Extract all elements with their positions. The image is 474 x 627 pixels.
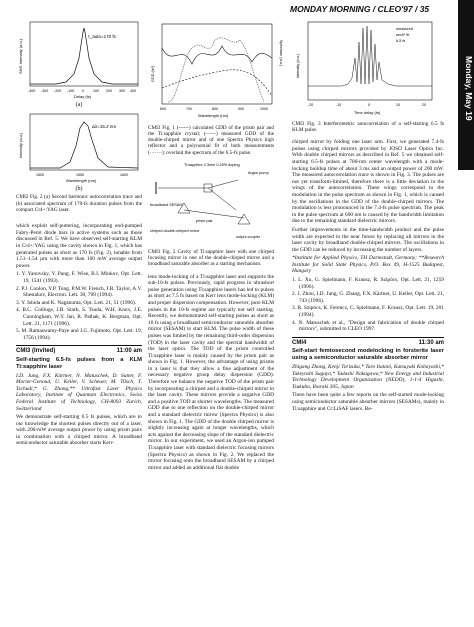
svg-text:200: 200: [106, 89, 112, 93]
figure-2a-autocorrelation: [16, 18, 142, 100]
figure-1-gdd-spectrum: [148, 18, 288, 122]
fig3-xlabel: Time delay (fs): [354, 110, 381, 115]
fig2b-xlabel: Wavelength (nm): [66, 178, 97, 184]
column-3: [292, 18, 444, 414]
fig1-ylabel-left: GDD (fs²): [151, 65, 155, 82]
col3-references: [292, 277, 444, 333]
side-tab: Monday, May 19: [458, 0, 474, 170]
col3-affiliation: *Institute for Applied Physics, TH Darmstadt, Germany; **Research Institute for Solid State Physics, P.O. Box 49, H-1525 Budapest, Hungary: [292, 255, 444, 275]
cmi3-body-start: We demonstrate self-starting 6.5 fs pulses, which are to our knowledge the shortest pulses directly out of a laser, with 200-mW average output power by using prism pairs in combination with a chirped mirror. A broadband semiconductor saturable absorber starts Kerr-: [16, 414, 142, 447]
fig2-caption: CMI2 Fig. 2 (a) Second harmonic autocorrelation trace and (b) associated spectrum of 170-fs duration pulses from the compact Cr4+:YAG laser.: [16, 194, 142, 213]
svg-text:0: 0: [82, 89, 84, 93]
svg-text:6.5 fs: 6.5 fs: [396, 39, 406, 43]
fig3-xticks: [308, 103, 426, 107]
reference: 4. B.C. Collings, J.B. Stark, S. Tsuda, W.H. Knox, J.E. Cunningham, W.Y. Jan, R. Pathak, K. Bergman, Opt. Lett. 21, 1171 (1996).: [16, 307, 142, 327]
svg-text:output coupler: output coupler: [236, 235, 261, 240]
svg-text:600: 600: [160, 107, 166, 111]
fig3-ylabel: Intensity (a.u.): [296, 53, 300, 78]
section-header-cmi3: CMI3 (Invited) 11:00 am: [16, 345, 142, 355]
fig2b-ylabel: Intensity (a.u.): [18, 132, 23, 159]
svg-text:measured: measured: [396, 27, 413, 31]
reference: 1. L. Xu, G. Spielmann, F. Krausz, R. Szipöcs, Opt. Lett. 21, 1259 (1996).: [292, 277, 444, 290]
column-2: [148, 18, 283, 473]
svg-text:-400: -400: [28, 89, 36, 93]
svg-text:-10: -10: [336, 103, 342, 107]
fig2b-panel-label: (b): [75, 185, 83, 192]
svg-text:-100: -100: [67, 89, 75, 93]
col3-body: chirped mirror by folding one laser arm. First, we generated 7.4-fs pulses using chirped mirrors provided by JOSO Laser Optics Inc. With double chirped mirrors as described in Ref. 5 we obtained self-starting 6.5-fs pulses at 780-nm center wavelength with a mode-locking buildup time of about 3 ms and an output power of 200 mW. The measured autocorrelation trace is shown in Fig. 3. The pulses are not yet transform-limited, therefore there is a little deviation in the wings of the autocorrelation. These wings correspond to the modulation in the pulse spectrum as shown in Fig. 1, which is caused by the oscillations in the GDD of the double-chirped mirrors. The modulation is less pronounced in the 7.4-fs pulse spectrum. The peak in the pulse spectrum at 690 nm is caused by the bandwidth limitation due to the remaining standard dielectric mirrors.: [292, 139, 444, 225]
svg-text:prism pair: prism pair: [196, 219, 213, 224]
svg-text:0: 0: [368, 103, 370, 107]
fig2a-xlabel: Delay (fs): [74, 94, 92, 99]
svg-text:chirped double-chirped mirror: chirped double-chirped mirror: [150, 229, 200, 234]
reference: 4. N. Matuschek et al., "Design and fabrication of double chirped mirrors", submitted to CLEO 1997.: [292, 319, 444, 333]
col3-body-2: Further improvements in the time-bandwidth product and the pulse width are expected in the near future by replacing all mirrors in the laser cavity by broadband double-chirped mirrors. The oscillations in the GDD can be reduced by increasing the number of layers.: [292, 226, 444, 253]
svg-text:1500: 1500: [36, 173, 44, 178]
fig1-ylabel-right: Spectrum (a.u.): [279, 40, 283, 67]
fig1-xlabel: Wavelength (nm): [198, 113, 229, 118]
svg-text:-20: -20: [308, 103, 314, 107]
reference: 1. Y. Yanovsky, Y. Pang, F. Wise, B.I. Minkov, Opt. Lett. 19, 1541 (1993).: [16, 271, 142, 285]
svg-text:Ti:sapphire 2.3mm 0.25% doping: Ti:sapphire 2.3mm 0.25% doping: [184, 163, 240, 168]
fig2a-xticks: [28, 89, 136, 93]
reference: 2. J. Zhou, I.D. Jung, G. Zhang, F.X. Kärtner, U. Keller, Opt. Lett. 21, 743 (1996).: [292, 291, 444, 304]
figure-3-autocorrelation: [292, 18, 444, 118]
col2-body: lens mode-locking of a Ti:sapphire laser and supports the sub-10-fs pulses. Previously, rapid progress in ultrashort pulse generation using Ti:sapphire lasers has led to pulses as short as 7.5 fs based on Kerr lens mode-locking (KLM) and proper dispersion compensation. However, pure KLM pulses in the 10-fs regime are typically not self starting. Recently, we demonstrated self-starting pulses as short as 10 fs using a broadband semiconductor saturable absorber mirror (SESAM) to start KLM. The pulse width of these pulses was limited by the remaining third-order dispersion (TOD) in the laser cavity and the spectral bandwidth of the laser optics. The TOD of the prism controlled Ti:sapphire laser is mainly caused by the prism pair as shown in Fig. 1. However, the advantage of using prisms in a laser is that they allow a fine adjustment of the necessary negative group delay dispersion (GDD). Therefore we balance the negative TOD of the prism pair by incorporating a chirped and a double-chirped mirror in the laser cavity. These mirrors provide a negative GDD and a positive TOD at shorter wavelengths. The measured GDD due to one reflection on the double-chirped mirror and a standard dielectric mirror (Spectra Physics) is also shown in Fig. 1. The GDD of the double chirped mirror is slightly increasing again at longer wavelengths, which acts against the decreasing slope of the standard dielectric mirror. In our experiment, we used an Argon-ion pumped Ti:sapphire laser with standard dielectric focusing mirrors (Spectra Physics) as shown in Fig. 2. We replaced the mirror focusing onto the broadband SESAM by a chirped mirror and added an additional flat double: [148, 273, 274, 471]
col1-body: which exploit self-puttering, incorporating end-pumped Fabry-Perot diode bars in active systems such as those discussed in Ref. 5. We have observed self-starting KLM in Cr4+:YAG using the cavity shown in Fig. 1, which has generated pulses as short as 170 fs (Fig. 2), tunable from 1.51–1.54 µm with more than 100 mW average output power.: [16, 223, 142, 269]
cmi4-authors: Zhigang Zhang, Kenji Torizuka,* Taro Itatani, Katsuyuki Kobayashi,* Takeyoshi Sugaya,* Tadashi Nakagawa,* New Energy and Industrial Technology Development Organization (NEDO), 1-1-4 Higashi, Tsukuba, Ibaraki 305, Japan: [292, 364, 444, 390]
fig1-caption: CMI3 Fig. 1 (------) calculated GDD of the prism pair and the Ti:sapphire crystal; (——) measured GDD of the double-chirped mirror and of one Spectra Physics high reflector and a polynomial fit of both measurements (·······); overlaid the spectrum of the 6.5-fs pulse.: [148, 124, 274, 156]
svg-text:10: 10: [396, 103, 400, 107]
svg-text:100: 100: [93, 89, 99, 93]
svg-text:-300: -300: [41, 89, 49, 93]
fig3-caption: CMI3 Fig. 3 Interferometric autocorrelation of a self-starting 6.5 fs KLM pulse.: [292, 120, 444, 133]
fig2a-panel-label: (a): [75, 101, 83, 108]
fig2b-xticks: [36, 173, 128, 177]
reference: 2. P.J. Conlon, Y.P. Tong, P.M.W. French, J.R. Taylor, A.V. Shestakov, Electron. Lett. 30, 709 (1994).: [16, 285, 142, 299]
svg-text:800: 800: [212, 107, 218, 111]
fig2-cavity-caption: CMI3 Fig. 2 Cavity of Ti:sapphire laser with one chirped focusing mirror in one of the double-chirped mirror and a broadband saturable absorber as a starting mechanism.: [148, 248, 274, 268]
col1-references: [16, 271, 142, 341]
svg-text:1600: 1600: [120, 173, 128, 178]
fig3-legend: [396, 27, 413, 43]
svg-text:300: 300: [119, 89, 125, 93]
reference: 5. M. Ramaswamy-Paye and J.G. Fujimoto, Opt. Lett. 19, 1756 (1994).: [16, 328, 142, 341]
reference: 3. Y. Ishida and K. Naganuma, Opt. Lett. 21, 51 (1996).: [16, 299, 137, 306]
page-header: MONDAY MORNING / CLEO'97 / 35: [290, 4, 430, 14]
fig2a-annotation: τ_auto=170 fs: [88, 34, 116, 39]
svg-text:700: 700: [186, 107, 192, 111]
fig2a-ylabel: SHG Intensity (a.u.): [18, 38, 23, 74]
svg-text:1550: 1550: [76, 173, 84, 178]
svg-text:1000: 1000: [260, 107, 268, 111]
fig1-xticks: [160, 107, 268, 111]
section-header-cmi4: CMI4 11:30 am: [292, 337, 444, 347]
cmi3-authors: I.D. Jung, F.X. Kärtner, N. Matuschek, D. Sutter, F. Morier-Genoud, U. Keller, V. Scheuer, M. Tilsch, T. Tschudi,* G. Zhang,** Ultrafast Laser Physics Laboratory, Institute of Quantum Electronics, Swiss Federal Institute of Technology, CH-8093 Zurich, Switzerland: [16, 372, 142, 412]
cmi3-title: Self-starting 6.5-fs pulses from a KLM Ti:sapphire laser: [16, 356, 142, 370]
svg-text:broadband SESAM: broadband SESAM: [150, 203, 183, 208]
cmi4-title: Self-start femtosecond modelocking in forsterite laser using a semiconductor saturable absorber mirror: [292, 348, 444, 362]
svg-text:400: 400: [130, 89, 136, 93]
fig2b-annotation: Δλ=15.2 nm: [92, 124, 117, 130]
svg-text:Argon pump: Argon pump: [248, 171, 269, 176]
svg-text:20: 20: [422, 103, 426, 107]
cmi4-body-start: There have been quite a few reports on the self-started mode-locking using semiconductor saturable absorber mirrors (SESAMs), mainly in Ti:sapphire and Cr:LiSAF lasers. Re-: [292, 392, 444, 412]
reference: 3. R. Szipöcs, K. Ferencz, C. Spielmann, F. Krausz, Opt. Lett. 19, 201 (1994).: [292, 305, 444, 319]
svg-text:-200: -200: [54, 89, 62, 93]
svg-text:sech² fit: sech² fit: [396, 33, 410, 37]
figure-2-cavity-setup: [148, 158, 274, 246]
svg-text:900: 900: [238, 107, 244, 111]
column-1: [16, 18, 142, 449]
figure-2b-spectrum: [16, 110, 142, 184]
